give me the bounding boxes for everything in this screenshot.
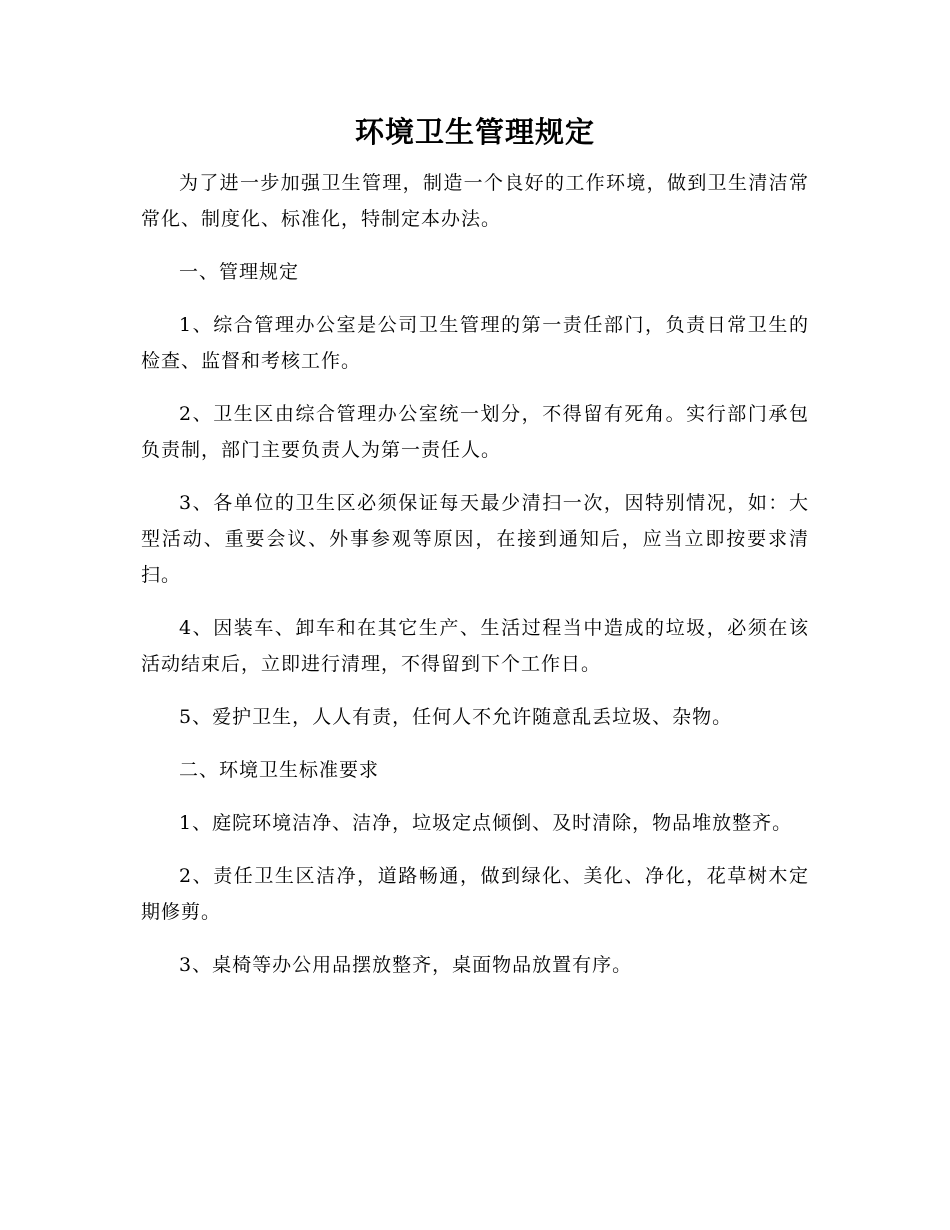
section-heading-management: 一、管理规定 [179, 261, 300, 283]
paragraph-rule-2: 2、卫生区由综合管理办公室统一划分，不得留有死角。实行部门承包负责制，部门主要负责人为第一责任人。 [141, 403, 809, 461]
paragraph-standard-2: 2、责任卫生区洁净，道路畅通，做到绿化、美化、净化，花草树木定期修剪。 [141, 865, 809, 923]
paragraph-standard-3: 3、桌椅等办公用品摆放整齐，桌面物品放置有序。 [179, 954, 633, 976]
paragraph-rule-4: 4、因装车、卸车和在其它生产、生活过程当中造成的垃圾，必须在该活动结束后，立即进行清理，不得留到下个工作日。 [141, 617, 809, 675]
paragraph-rule-3: 3、各单位的卫生区必须保证每天最少清扫一次，因特别情况，如：大型活动、重要会议、外事参观等原因，在接到通知后，应当立即按要求清扫。 [141, 492, 809, 586]
document-body [141, 165, 809, 1000]
paragraph-standard-1: 1、庭院环境洁净、洁净，垃圾定点倾倒、及时清除，物品堆放整齐。 [179, 812, 793, 834]
paragraph-rule-1: 1、综合管理办公室是公司卫生管理的第一责任部门，负责日常卫生的检查、监督和考核工作。 [141, 314, 809, 372]
paragraph-rule-5: 5、爱护卫生，人人有责，任何人不允许随意乱丢垃圾、杂物。 [179, 706, 733, 728]
document-title: 环境卫生管理规定 [354, 115, 595, 149]
paragraph-intro: 为了进一步加强卫生管理，制造一个良好的工作环境，做到卫生清洁常常化、制度化、标准化，特制定本办法。 [141, 172, 809, 230]
section-heading-standards: 二、环境卫生标准要求 [179, 759, 380, 781]
